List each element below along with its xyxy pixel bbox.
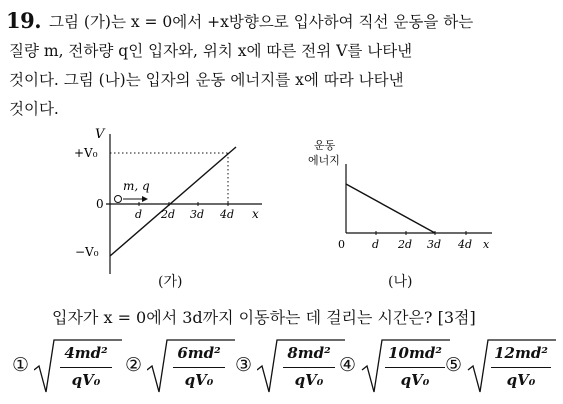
stem-line-2: 질량 m, 전하량 q인 입자와, 위치 x에 따른 전위 V를 나타낸 [9,42,413,60]
na-tick-label-3d: 3d [427,238,442,251]
figure-kinetic-energy-graph [300,128,510,253]
stem-line-4: 것이다. [9,100,59,118]
ga-x-label: x [252,207,259,221]
choice-5-denominator: qV₀ [506,371,536,389]
ga-tick-label-3d: 3d [190,208,205,221]
question-number: 19. [6,8,42,33]
ga-y-zero-label: 0 [96,197,104,211]
ga-y-label: V [95,127,105,142]
choice-3-fraction-bar [283,367,335,368]
ga-tick-label-2d: 2d [161,208,176,221]
choice-3-mark: ③ [235,354,253,376]
na-tick-label-d: d [372,238,380,251]
choice-2[interactable] [125,336,235,396]
na-x-label: x [483,238,490,251]
na-tick-label-4d: 4d [458,238,473,251]
answer-choices [12,336,557,398]
choice-2-numerator: 6md² [177,344,221,362]
na-y-label-line1: 운동 [314,139,336,152]
choice-2-denominator: qV₀ [184,371,214,389]
ga-y-top-label: +V₀ [74,146,98,160]
choice-1[interactable] [12,336,122,396]
na-origin-label: 0 [338,238,345,251]
choice-4[interactable] [339,336,451,396]
choice-3[interactable] [235,336,345,396]
choice-4-numerator: 10md² [388,344,442,362]
choice-5-mark: ⑤ [445,354,463,376]
na-energy-line [346,184,435,233]
choice-3-denominator: qV₀ [294,371,324,389]
ga-potential-line [110,147,236,256]
choice-1-fraction-bar [60,367,112,368]
ga-tick-label-d: d [135,208,143,221]
figure-na-caption: (나) [388,274,413,290]
choice-5-numerator: 12md² [494,344,548,362]
choice-3-numerator: 8md² [287,344,331,362]
choice-4-fraction-bar [385,367,445,368]
choice-4-mark: ④ [339,354,357,376]
figure-ga-caption: (가) [158,274,183,290]
na-tick-label-2d: 2d [398,238,413,251]
stem-line-1: 그림 (가)는 x = 0에서 +x방향으로 입사하여 직선 운동을 하는 [49,13,474,31]
na-y-label-line2: 에너지 [308,154,340,167]
particle-icon [115,196,122,203]
ga-particle-label: m, q [123,179,150,193]
choice-5[interactable] [445,336,557,396]
stem-line-3: 것이다. 그림 (나)는 입자의 운동 에너지를 x에 따라 나타낸 [9,71,404,89]
choice-4-denominator: qV₀ [400,371,430,389]
choice-1-denominator: qV₀ [71,371,101,389]
choice-5-fraction-bar [491,367,551,368]
ga-y-bottom-label: −V₀ [75,245,99,259]
choice-1-mark: ① [12,354,30,376]
ga-tick-label-4d: 4d [220,208,235,221]
question-text: 입자가 x = 0에서 3d까지 이동하는 데 걸리는 시간은? [3점] [52,308,476,327]
arrow-right-icon [142,196,148,202]
choice-1-numerator: 4md² [64,344,108,362]
choice-2-mark: ② [125,354,143,376]
choice-2-fraction-bar [173,367,225,368]
